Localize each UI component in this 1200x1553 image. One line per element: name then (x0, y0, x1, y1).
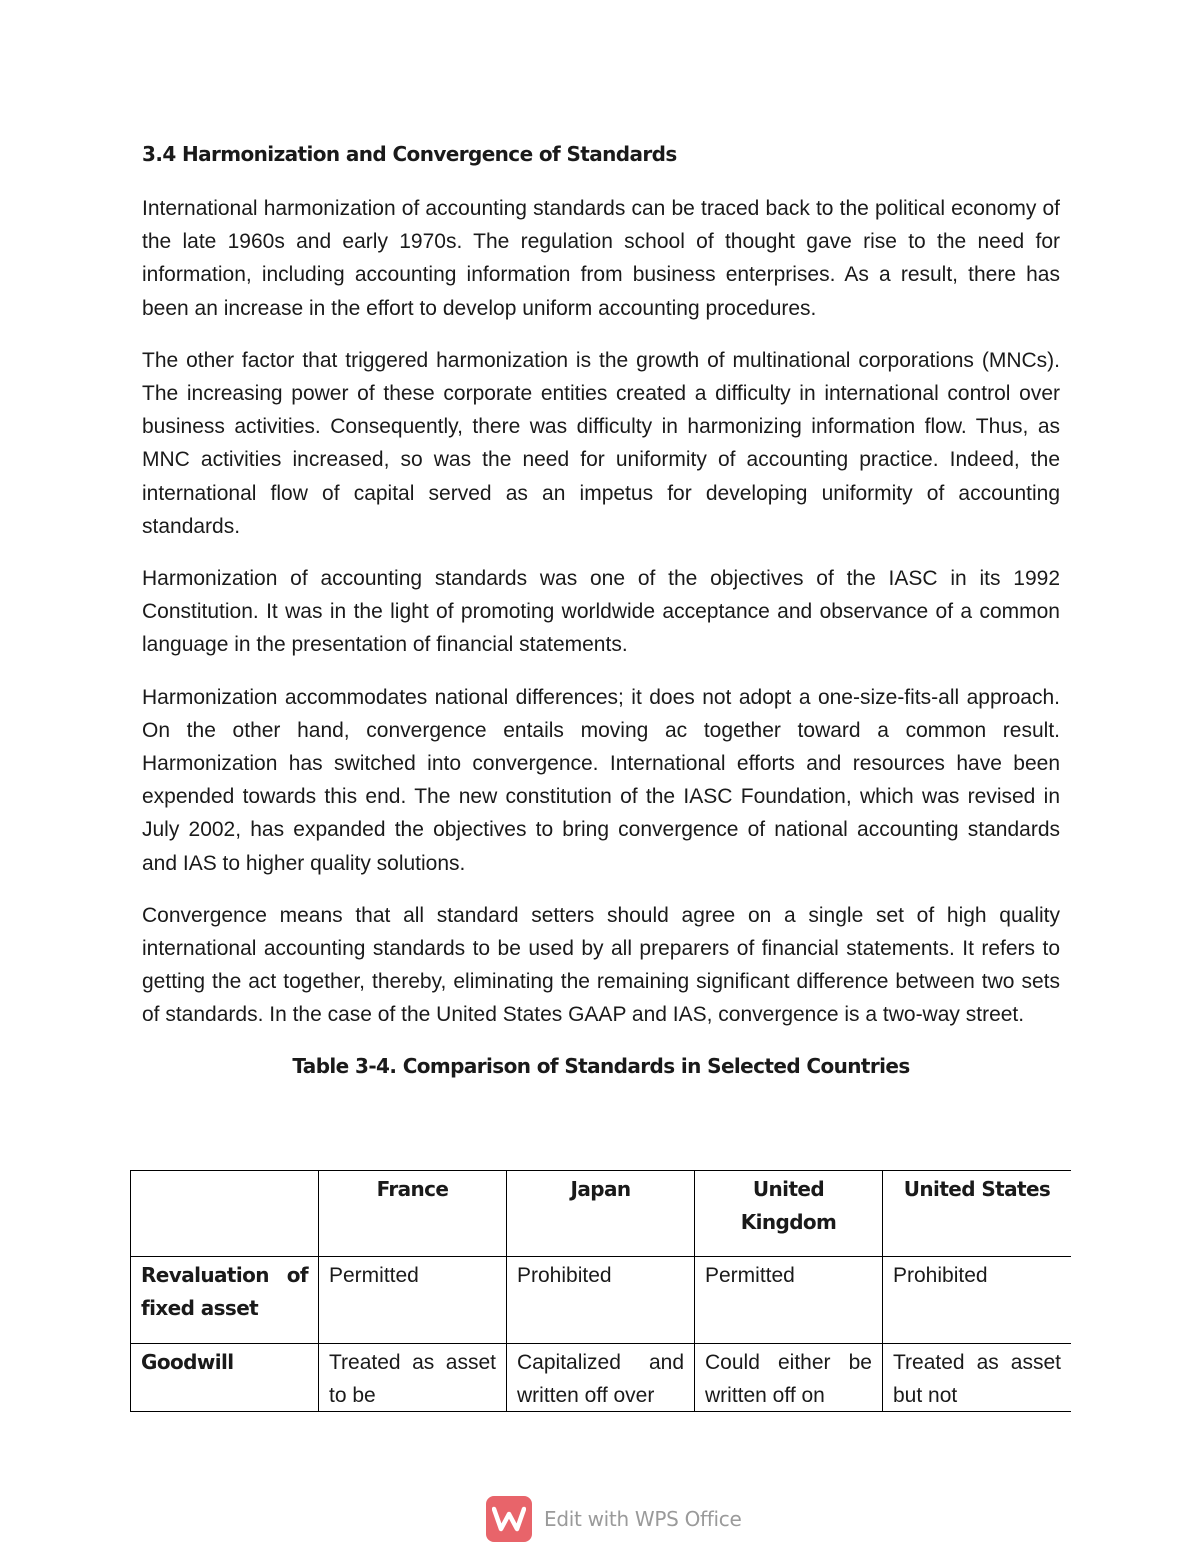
table-cell: Prohibited (507, 1257, 695, 1344)
table-row-label: Goodwill (131, 1344, 319, 1413)
table-header-cell-united-states: United States (883, 1171, 1072, 1257)
table-cell: Treated as asset to be (319, 1344, 507, 1413)
table-header-cell-united-kingdom: United Kingdom (695, 1171, 883, 1257)
table-header-row (131, 1171, 1072, 1257)
table-cell: Capitalized and written off over (507, 1344, 695, 1413)
document-page (142, 138, 1060, 1097)
comparison-table-wrapper (130, 1170, 1071, 1412)
table-row (131, 1344, 1072, 1413)
table-row-label: Revaluation of fixed asset (131, 1257, 319, 1344)
table-cell: Prohibited (883, 1257, 1072, 1344)
wps-watermark[interactable] (486, 1496, 741, 1542)
comparison-table (130, 1170, 1071, 1412)
table-caption: Table 3-4. Comparison of Standards in Selected Countries (292, 1053, 910, 1078)
table-cell: Could either be written off on (695, 1344, 883, 1413)
section-title: 3.4 Harmonization and Convergence of Standards (142, 142, 677, 166)
table-cell: Permitted (695, 1257, 883, 1344)
table-header-cell-empty (131, 1171, 319, 1257)
wps-logo-icon (486, 1496, 532, 1542)
table-header-cell-japan: Japan (507, 1171, 695, 1257)
table-header-cell-france: France (319, 1171, 507, 1257)
paragraph-1: International harmonization of accounting standards can be traced back to the political economy of the late 1960s and early 1970s. The regulation school of thought gave rise to the need for information, including accounting information from business enterprises. As a result, there has been an increase in the effort to develop uniform accounting procedures. (142, 197, 1060, 320)
wps-watermark-text: Edit with WPS Office (544, 1507, 742, 1531)
paragraph-3: Harmonization of accounting standards was one of the objectives of the IASC in its 1992 Constitution. It was in the light of promoting worldwide acceptance and observance of a common language in the presentation of financial statements. (142, 567, 1060, 657)
table-cell: Treated as asset but not (883, 1344, 1072, 1413)
paragraph-5: Convergence means that all standard setters should agree on a single set of high quality international accounting standards to be used by all preparers of financial statements. It refers to getting the act together, thereby, eliminating the remaining significant difference between two sets of standards. In the case of the United States GAAP and IAS, convergence is a two-way street. (142, 903, 1060, 1027)
paragraph-2: The other factor that triggered harmonization is the growth of multinational corporations (MNCs). The increasing power of these corporate entities created a difficulty in international control over business activities. Consequently, there was difficulty in harmonizing information flow. Thus, as MNC activities increased, so was the need for uniformity of accounting practice. Indeed, the international flow of capital served as an impetus for developing uniformity of accounting standards. (142, 348, 1060, 538)
paragraph-4: Harmonization accommodates national differences; it does not adopt a one-size-fits-all approach. On the other hand, convergence entails moving ac together toward a common result. Harmonization has switched into convergence. International efforts and resources have been expended towards this end. The new constitution of the IASC Foundation, which was revised in July 2002, has expanded the objectives to bring convergence of national accounting standards and IAS to higher quality solutions. (142, 685, 1060, 875)
table-row (131, 1257, 1072, 1344)
table-cell: Permitted (319, 1257, 507, 1344)
